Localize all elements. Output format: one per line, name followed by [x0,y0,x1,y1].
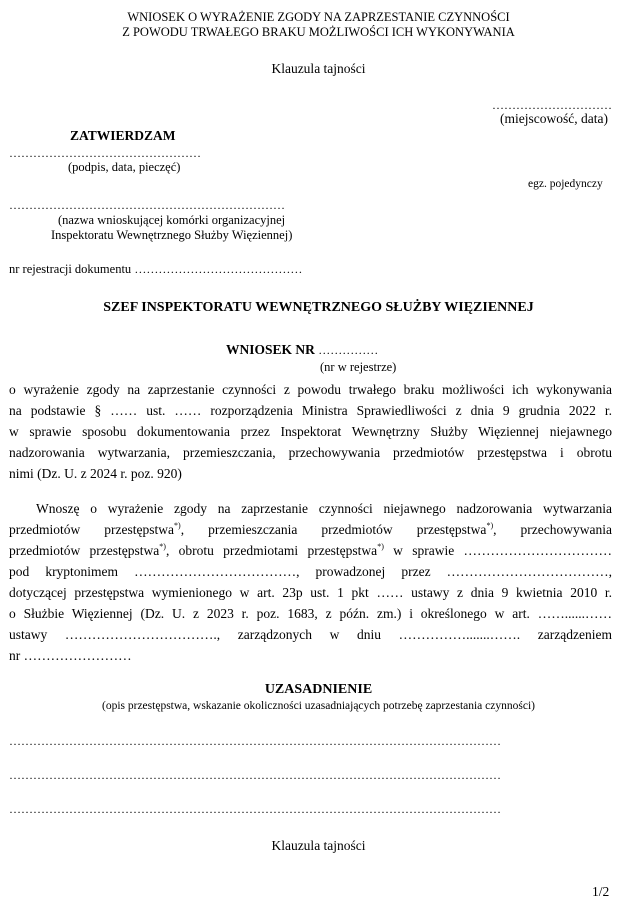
para1-line-3: w sprawie sposobu dokumentowania przez Inspektorat Wewnętrzny Służby Więziennej niejawnego [9,424,612,439]
addressee: SZEF INSPEKTORATU WEWNĘTRZNEGO SŁUŻBY WIĘZIENNEJ [103,300,534,315]
place-date-label: (miejscowość, data) [500,111,608,126]
copy-label: egz. pojedynczy [528,178,603,190]
justification-title: UZASADNIENIE [264,682,373,697]
para1-line-2: na podstawie § …… ust. …… rozporządzenia Ministra Sprawiedliwości z dnia 9 grudnia 2022 r. [9,403,612,418]
para1-line-4: nadzorowania wytwarzania, przemieszczania, przechowywania przedmiotów przestępstwa i obrotu [9,445,612,460]
classification-top: Klauzula tajności [271,61,366,76]
page-number: 1/2 [592,884,610,899]
justification-subtitle: (opis przestępstwa, wskazanie okoliczności uzasadniających potrzebę zaprzestania czynności) [102,700,535,712]
para2-line-4: pod kryptonimem ………………………………, prowadzonej przez ………………………………, [9,564,612,579]
signature-dots: ………………………………………… [9,146,201,160]
para2-line-3: przedmiotów przestępstwa*), obrotu przedmiotami przestępstwa*) w sprawie …………………………… [9,542,613,558]
para1-line-5: nimi (Dz. U. z 2024 r. poz. 920) [9,466,182,481]
request-number [226,342,378,358]
place-date-dots: ………………………… [492,98,612,112]
justification-line-3: …………………………………………………………………………………………………………… [9,802,501,816]
doc-title-line-1: WNIOSEK O WYRAŻENIE ZGODY NA ZAPRZESTANIE CZYNNOŚCI [127,10,510,24]
registration-dots: …………………………………… [134,262,303,276]
classification-bottom: Klauzula tajności [271,838,366,853]
para2-line-1: Wnoszę o wyrażenie zgody na zaprzestanie czynności niejawnego nadzorowania wytwarzania [36,501,612,516]
registration-field [9,262,302,277]
signature-label: (podpis, data, pieczęć) [68,160,181,174]
request-number-label: (nr w rejestrze) [320,360,397,374]
para2-line-2: przedmiotów przestępstwa*), przemieszczania przedmiotów przestępstwa*), przechowywania [9,521,613,537]
para2-line-7: ustawy ……………………………., zarządzonych w dniu …………….......……. zarządzeniem [9,627,612,642]
approve-title: ZATWIERDZAM [70,128,176,143]
registration-label: nr rejestracji dokumentu [9,262,132,276]
para2-line-6: o Służbie Więziennej (Dz. U. z 2023 r. poz. 1683, z późn. zm.) i określonego w art. ……......…… [9,606,612,621]
request-title: WNIOSEK NR [226,342,315,357]
unit-dots: …………………………………………………………… [9,198,285,212]
para1-line-1: o wyrażenie zgody na zaprzestanie czynności z powodu trwałego braku możliwości ich wykonywania [9,382,612,397]
unit-label-1: (nazwa wnioskującej komórki organizacyjnej [58,213,286,227]
para2-line-8: nr …………………… [9,648,132,663]
para2-line-5: dotyczącej przestępstwa wymienionego w art. 23p ust. 1 pkt …… ustawy z dnia 9 kwietnia 2010 r. [9,585,612,600]
justification-line-1: …………………………………………………………………………………………………………… [9,734,501,748]
justification-line-2: …………………………………………………………………………………………………………… [9,768,501,782]
unit-label-2: Inspektoratu Wewnętrznego Służby Więziennej) [51,228,293,242]
request-number-dots: …………… [318,343,379,357]
doc-title-line-2: Z POWODU TRWAŁEGO BRAKU MOŻLIWOŚCI ICH WYKONYWANIA [122,25,515,39]
